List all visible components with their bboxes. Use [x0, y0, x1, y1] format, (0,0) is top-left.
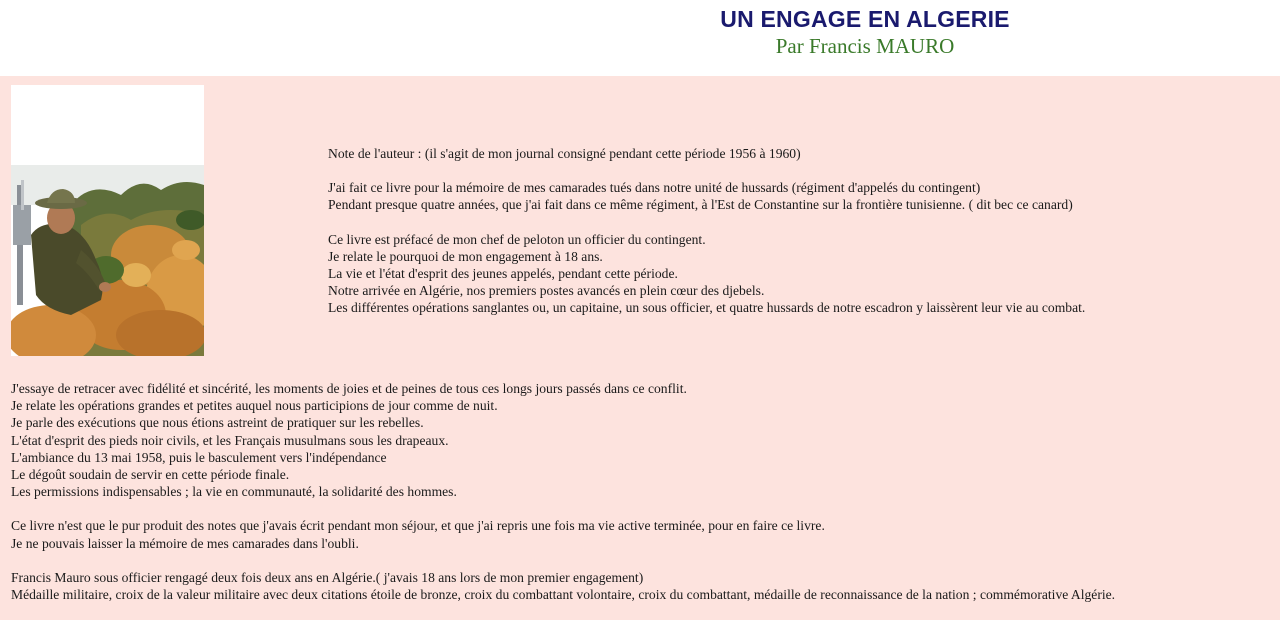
intro-text: [328, 145, 1085, 334]
text-line: J'ai fait ce livre pour la mémoire de mes camarades tués dans notre unité de hussards (régiment d'appelés du contingent): [328, 180, 981, 196]
text-line: Les permissions indispensables ; la vie en communauté, la solidarité des hommes.: [11, 484, 457, 500]
text-line: Note de l'auteur : (il s'agit de mon journal consigné pendant cette période 1956 à 1960): [328, 146, 801, 161]
text-line: Médaille militaire, croix de la valeur militaire avec deux citations étoile de bronze, croix du combattant volontaire, croix du combattant, médaille de reconnaissance de la nation ; commémorative Algérie.: [11, 587, 1116, 603]
text-line: L'ambiance du 13 mai 1958, puis le basculement vers l'indépendance: [11, 449, 387, 465]
text-line: Notre arrivée en Algérie, nos premiers postes avancés en plein cœur des djebels.: [328, 283, 765, 299]
text-line: L'état d'esprit des pieds noir civils, et les Français musulmans sous les drapeaux.: [11, 432, 449, 448]
text-line: Le dégoût soudain de servir en cette période finale.: [11, 467, 290, 483]
intro-paragraph-2: [328, 179, 1085, 213]
body-paragraph-2: [11, 517, 1115, 551]
intro-paragraph-3: [328, 231, 1085, 317]
page-title: UN ENGAGE EN ALGERIE: [720, 6, 1010, 32]
text-line: Pendant presque quatre années, que j'ai fait dans ce même régiment, à l'Est de Constantine sur la frontière tunisienne. ( dit bec ce canard): [328, 197, 1073, 213]
text-line: Je relate les opérations grandes et petites auquel nous participions de jour comme de nuit.: [11, 398, 498, 414]
text-line: Je parle des exécutions que nous étions astreint de pratiquer sur les rebelles.: [11, 415, 424, 431]
page-header: [0, 0, 1280, 76]
page-subtitle: Par Francis MAURO: [775, 34, 955, 58]
body-paragraph-1: [11, 380, 1115, 500]
body-paragraph-3: [11, 569, 1115, 603]
text-line: Je ne pouvais laisser la mémoire de mes camarades dans l'oubli.: [11, 535, 359, 551]
text-line: Ce livre n'est que le pur produit des notes que j'avais écrit pendant mon séjour, et que j'ai repris une fois ma vie active terminée, pour en faire ce livre.: [11, 518, 825, 534]
text-line: Les différentes opérations sanglantes ou, un capitaine, un sous officier, et quatre hussards de notre escadron y laissèrent leur vie au combat.: [328, 300, 1086, 316]
text-line: Ce livre est préfacé de mon chef de peloton un officier du contingent.: [328, 231, 706, 247]
soldier-photo: [11, 85, 204, 356]
body-text: [11, 380, 1115, 620]
text-line: Francis Mauro sous officier rengagé deux fois deux ans en Algérie.( j'avais 18 ans lors de mon premier engagement): [11, 569, 644, 585]
intro-paragraph-1: [328, 145, 1085, 162]
text-line: J'essaye de retracer avec fidélité et sincérité, les moments de joies et de peines de tous ces longs jours passés dans ce conflit.: [11, 381, 687, 396]
text-line: La vie et l'état d'esprit des jeunes appelés, pendant cette période.: [328, 266, 678, 282]
text-line: Je relate le pourquoi de mon engagement à 18 ans.: [328, 248, 603, 264]
